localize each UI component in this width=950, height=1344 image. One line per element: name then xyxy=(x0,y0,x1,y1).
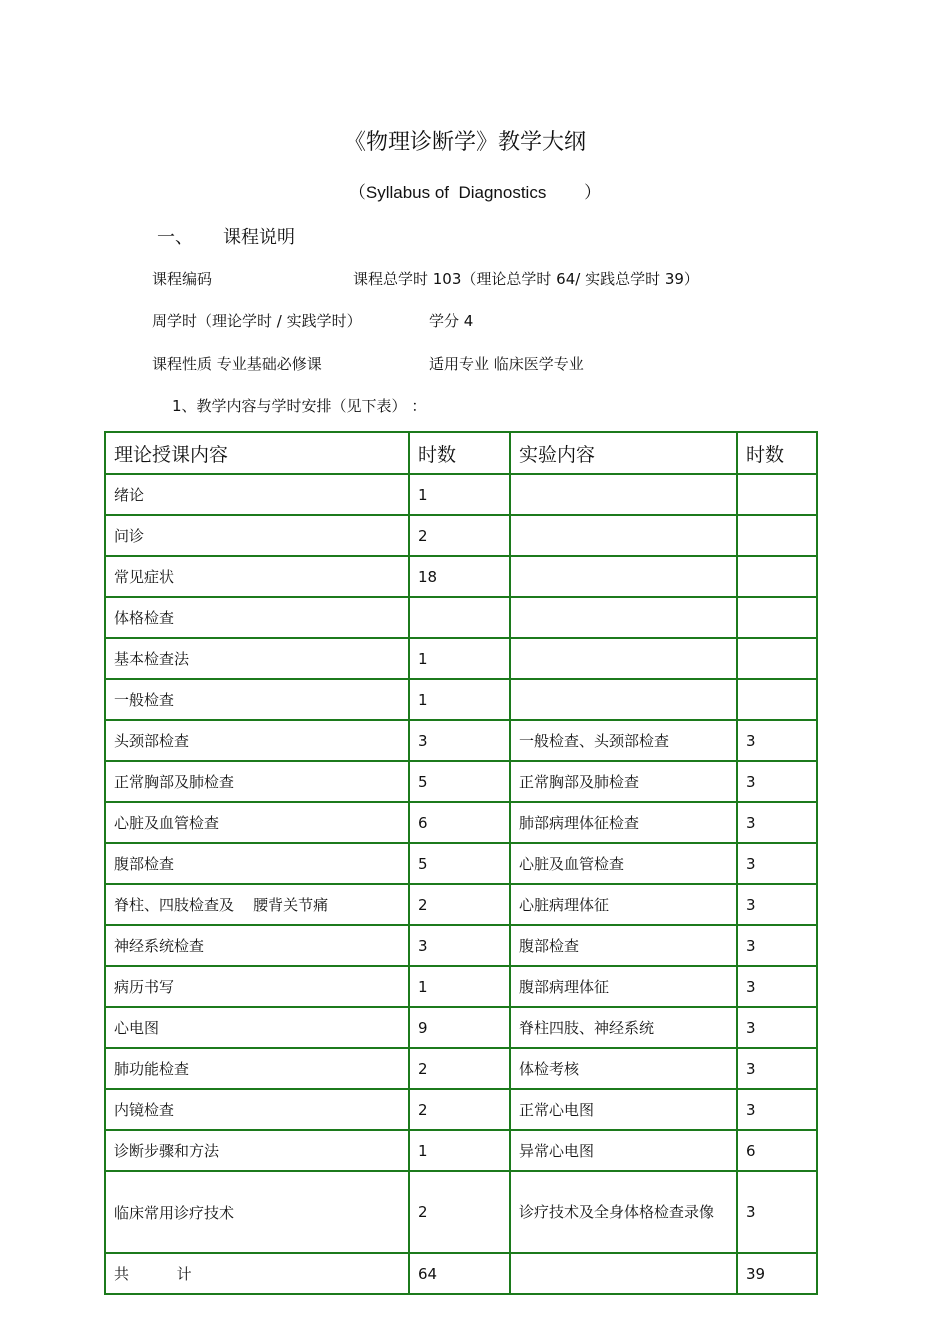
lab-hours: 3 xyxy=(737,761,817,802)
table-row xyxy=(105,1089,817,1130)
lab-hours: 3 xyxy=(737,1171,817,1253)
theory-content: 心脏及血管检查 xyxy=(105,802,409,843)
lab-hours: 3 xyxy=(737,720,817,761)
lab-hours: 3 xyxy=(737,884,817,925)
theory-hours: 1 xyxy=(409,966,510,1007)
table-row xyxy=(105,884,817,925)
arrangement-note: 1、教学内容与学时安排（见下表） ： xyxy=(172,397,427,415)
lab-content: 一般检查、头颈部检查 xyxy=(510,720,737,761)
theory-content: 头颈部检查 xyxy=(105,720,409,761)
theory-content: 体格检查 xyxy=(105,597,409,638)
lab-hours: 3 xyxy=(737,1007,817,1048)
table-row xyxy=(105,1007,817,1048)
theory-hours: 2 xyxy=(409,1089,510,1130)
theory-hours: 18 xyxy=(409,556,510,597)
weekly-hours: 周学时（理论学时 / 实践学时） xyxy=(152,312,362,330)
lab-hours: 3 xyxy=(737,802,817,843)
theory-hours: 1 xyxy=(409,679,510,720)
lab-content: 诊疗技术及全身体格检查录像 xyxy=(510,1171,737,1253)
theory-content: 绪论 xyxy=(105,474,409,515)
theory-hours: 2 xyxy=(409,515,510,556)
lab-content: 腹部检查 xyxy=(510,925,737,966)
theory-hours: 5 xyxy=(409,843,510,884)
course-nature: 课程性质 专业基础必修课 xyxy=(152,355,322,373)
lab-content: 脊柱四肢、神经系统 xyxy=(510,1007,737,1048)
lab-hours: 3 xyxy=(737,1048,817,1089)
total-theory-hours: 64 xyxy=(409,1253,510,1294)
total-lab-hours: 39 xyxy=(737,1253,817,1294)
lab-content: 体检考核 xyxy=(510,1048,737,1089)
total-label: 共 计 xyxy=(105,1253,409,1294)
theory-hours: 3 xyxy=(409,720,510,761)
table-header-row xyxy=(105,432,817,474)
table-row xyxy=(105,679,817,720)
theory-hours: 5 xyxy=(409,761,510,802)
table-row xyxy=(105,638,817,679)
theory-hours: 2 xyxy=(409,1171,510,1253)
header-lab-hours: 时数 xyxy=(737,432,817,474)
applicable-major: 适用专业 临床医学专业 xyxy=(429,355,584,373)
lab-content xyxy=(510,556,737,597)
lab-content xyxy=(510,679,737,720)
section-title: 课程说明 xyxy=(223,227,295,248)
theory-hours: 1 xyxy=(409,638,510,679)
theory-content: 心电图 xyxy=(105,1007,409,1048)
section-heading xyxy=(157,225,295,251)
header-theory-content: 理论授课内容 xyxy=(105,432,409,474)
table-row xyxy=(105,843,817,884)
document-title: 《物理诊断学》教学大纲 xyxy=(343,130,586,155)
lab-content xyxy=(510,474,737,515)
theory-hours: 2 xyxy=(409,1048,510,1089)
theory-content: 脊柱、四肢检查及 腰背关节痛 xyxy=(105,884,409,925)
lab-hours: 3 xyxy=(737,925,817,966)
lab-hours: 3 xyxy=(737,966,817,1007)
theory-content: 病历书写 xyxy=(105,966,409,1007)
lab-content: 腹部病理体征 xyxy=(510,966,737,1007)
table-row xyxy=(105,556,817,597)
lab-hours: 3 xyxy=(737,843,817,884)
theory-hours: 1 xyxy=(409,474,510,515)
theory-content: 内镜检查 xyxy=(105,1089,409,1130)
header-lab-content: 实验内容 xyxy=(510,432,737,474)
document-subtitle: （Syllabus of Diagnostics ） xyxy=(348,183,602,202)
table-row xyxy=(105,1171,817,1253)
table-row xyxy=(105,761,817,802)
theory-content: 问诊 xyxy=(105,515,409,556)
table-row xyxy=(105,474,817,515)
lab-hours xyxy=(737,638,817,679)
table-row xyxy=(105,720,817,761)
table-row xyxy=(105,966,817,1007)
lab-content xyxy=(510,638,737,679)
lab-content: 异常心电图 xyxy=(510,1130,737,1171)
theory-content: 常见症状 xyxy=(105,556,409,597)
lab-hours xyxy=(737,474,817,515)
theory-hours: 2 xyxy=(409,884,510,925)
theory-content: 临床常用诊疗技术 xyxy=(105,1171,409,1253)
theory-hours: 9 xyxy=(409,1007,510,1048)
schedule-table xyxy=(104,431,818,1295)
header-theory-hours: 时数 xyxy=(409,432,510,474)
course-code-label: 课程编码 xyxy=(152,270,213,288)
theory-content: 基本检查法 xyxy=(105,638,409,679)
theory-content: 诊断步骤和方法 xyxy=(105,1130,409,1171)
lab-content xyxy=(510,1253,737,1294)
lab-hours xyxy=(737,597,817,638)
section-number: 一、 xyxy=(157,227,193,248)
lab-content: 肺部病理体征检查 xyxy=(510,802,737,843)
lab-content xyxy=(510,597,737,638)
lab-content xyxy=(510,515,737,556)
course-total-hours: 课程总学时 103（理论总学时 64/ 实践总学时 39） xyxy=(353,270,699,288)
course-credit: 学分 4 xyxy=(429,312,474,330)
lab-hours: 3 xyxy=(737,1089,817,1130)
table-total-row xyxy=(105,1253,817,1294)
lab-hours: 6 xyxy=(737,1130,817,1171)
lab-content: 正常心电图 xyxy=(510,1089,737,1130)
table-row xyxy=(105,1130,817,1171)
table-row xyxy=(105,597,817,638)
lab-content: 心脏病理体征 xyxy=(510,884,737,925)
table-row xyxy=(105,515,817,556)
lab-content: 正常胸部及肺检查 xyxy=(510,761,737,802)
theory-hours: 6 xyxy=(409,802,510,843)
table-row xyxy=(105,925,817,966)
lab-content: 心脏及血管检查 xyxy=(510,843,737,884)
theory-hours xyxy=(409,597,510,638)
theory-content: 一般检查 xyxy=(105,679,409,720)
theory-content: 腹部检查 xyxy=(105,843,409,884)
table-row xyxy=(105,802,817,843)
theory-content: 神经系统检查 xyxy=(105,925,409,966)
lab-hours xyxy=(737,515,817,556)
lab-hours xyxy=(737,679,817,720)
theory-content: 肺功能检查 xyxy=(105,1048,409,1089)
theory-hours: 1 xyxy=(409,1130,510,1171)
theory-content: 正常胸部及肺检查 xyxy=(105,761,409,802)
lab-hours xyxy=(737,556,817,597)
theory-hours: 3 xyxy=(409,925,510,966)
table-row xyxy=(105,1048,817,1089)
